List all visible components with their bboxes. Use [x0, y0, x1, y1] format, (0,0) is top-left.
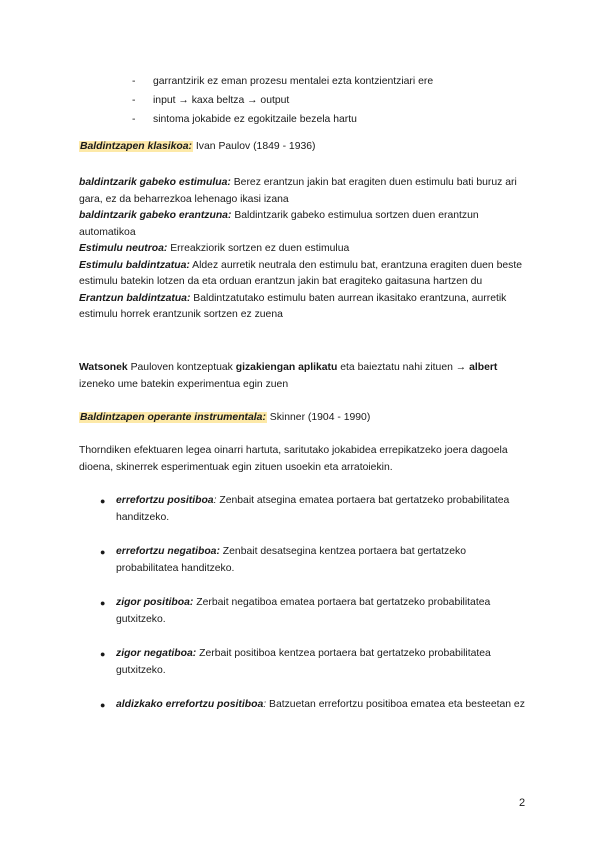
watson-emphasis: gizakiengan aplikatu — [235, 362, 338, 373]
definition-term: Erantzun baldintzatua: — [79, 292, 191, 304]
bullet-text: Zenbait desatsegina kentzea portaera bat gertatzeko probabilitatea handitzeko. — [116, 546, 466, 574]
watson-text: izeneko ume batekin experimentua egin zuen — [79, 378, 289, 390]
bullet-text: Batzuetan errefortzu positiboa ematea eta besteetan ez — [266, 699, 525, 710]
operant-heading: Baldintzapen operante instrumentala: — [80, 412, 266, 423]
bullet-term: errefortzu positiboa — [116, 495, 214, 506]
definition-text: Baldintzarik gabeko estimulua sortzen duen erantzun automatikoa — [79, 210, 479, 238]
definition — [79, 175, 534, 208]
bullet-item — [100, 697, 530, 714]
dash-item — [132, 72, 433, 91]
definition — [79, 208, 534, 241]
dash-marker: - — [132, 95, 136, 106]
dash-item-text: input → kaxa beltza → output — [153, 95, 290, 106]
watson-text: Pauloven kontzeptuak — [127, 362, 236, 373]
definition-text: Erreakziorik sortzen ez duen estimulua — [167, 243, 350, 254]
watson-text: eta baieztatu nahi zituen → — [337, 362, 470, 373]
bullet-term: errefortzu negatiboa: — [116, 546, 220, 557]
dash-item — [132, 110, 433, 129]
operant-bullets — [100, 493, 530, 714]
classical-author: Ivan Paulov (1849 - 1936) — [193, 141, 316, 152]
bullet-term: zigor positiboa: — [116, 597, 194, 608]
definition-text: Aldez aurretik neutrala den estimulu bat, erantzuna eragiten duen beste estimulu batekin lotzen da eta orduan erantzun jakin bat eragiteko gaitasuna hartzen du — [79, 259, 522, 287]
bullet-marker: ● — [100, 547, 106, 557]
operant-author: Skinner (1904 - 1990) — [266, 412, 371, 423]
dash-list — [132, 72, 433, 129]
bullet-text: Zenbait atsegina ematea portaera bat gertatzeko probabilitatea handitzeko. — [116, 495, 510, 523]
watson-subject: albert — [469, 362, 498, 373]
dash-marker: - — [132, 76, 136, 87]
bullet-item — [100, 646, 530, 679]
classical-heading-line — [79, 139, 534, 156]
definition-text: Baldintzatutako estimulu baten aurrean ikasitako erantzuna, aurretik estimulu horrek erantzunik sortzen ez zuena — [79, 292, 507, 320]
classical-heading: Baldintzapen klasikoa: — [80, 141, 193, 152]
bullet-item — [100, 595, 530, 628]
bullet-term: aldizkako errefortzu positiboa — [116, 699, 264, 710]
definition-term: Estimulu neutroa: — [79, 243, 168, 254]
bullet-text: Zerbait negatiboa ematea portaera bat gertatzeko probabilitatea gutxitzeko. — [116, 597, 491, 625]
definition-term: baldintzarik gabeko erantzuna: — [79, 210, 232, 221]
operant-intro: Thorndiken efektuaren legea oinarri hartuta, saritutako jokabidea errepikatzeko joera dagoela dioena, skinerrek esperimentuak egin zituen usoekin eta arratoiekin. — [79, 445, 508, 473]
classical-definitions — [79, 175, 534, 324]
bullet-text: Zerbait positiboa kentzea portaera bat gertatzeko probabilitatea gutxitzeko. — [116, 648, 491, 676]
dash-item-text: garrantzirik ez eman prozesu mentalei ezta kontzientziari ere — [153, 76, 434, 87]
watson-name: Watsonek — [79, 362, 128, 373]
bullet-item — [100, 544, 530, 577]
bullet-marker: ● — [100, 598, 106, 608]
bullet-term: zigor negatiboa: — [116, 648, 197, 659]
bullet-marker: ● — [100, 700, 106, 710]
bullet-separator: : — [213, 495, 217, 506]
bullet-marker: ● — [100, 649, 106, 659]
watson-paragraph — [79, 360, 534, 393]
bullet-item — [100, 493, 530, 526]
page-number: 2 — [519, 797, 526, 809]
operant-heading-line — [79, 410, 534, 427]
bullet-separator: : — [263, 699, 267, 710]
definition-term: baldintzarik gabeko estimulua: — [79, 177, 231, 188]
definition — [79, 258, 534, 291]
dash-marker: - — [132, 114, 136, 125]
dash-item-text: sintoma jokabide ez egokitzaile bezela hartu — [153, 114, 357, 125]
definition-text: Berez erantzun jakin bat eragiten duen estimulu bati buruz ari gara, ez da beharrezkoa lehenago ikasi izana — [79, 177, 517, 205]
definition — [79, 291, 534, 324]
bullet-marker: ● — [100, 496, 106, 506]
definition — [79, 241, 534, 258]
definition-term: Estimulu baldintzatua: — [79, 259, 190, 271]
dash-item — [132, 91, 433, 110]
